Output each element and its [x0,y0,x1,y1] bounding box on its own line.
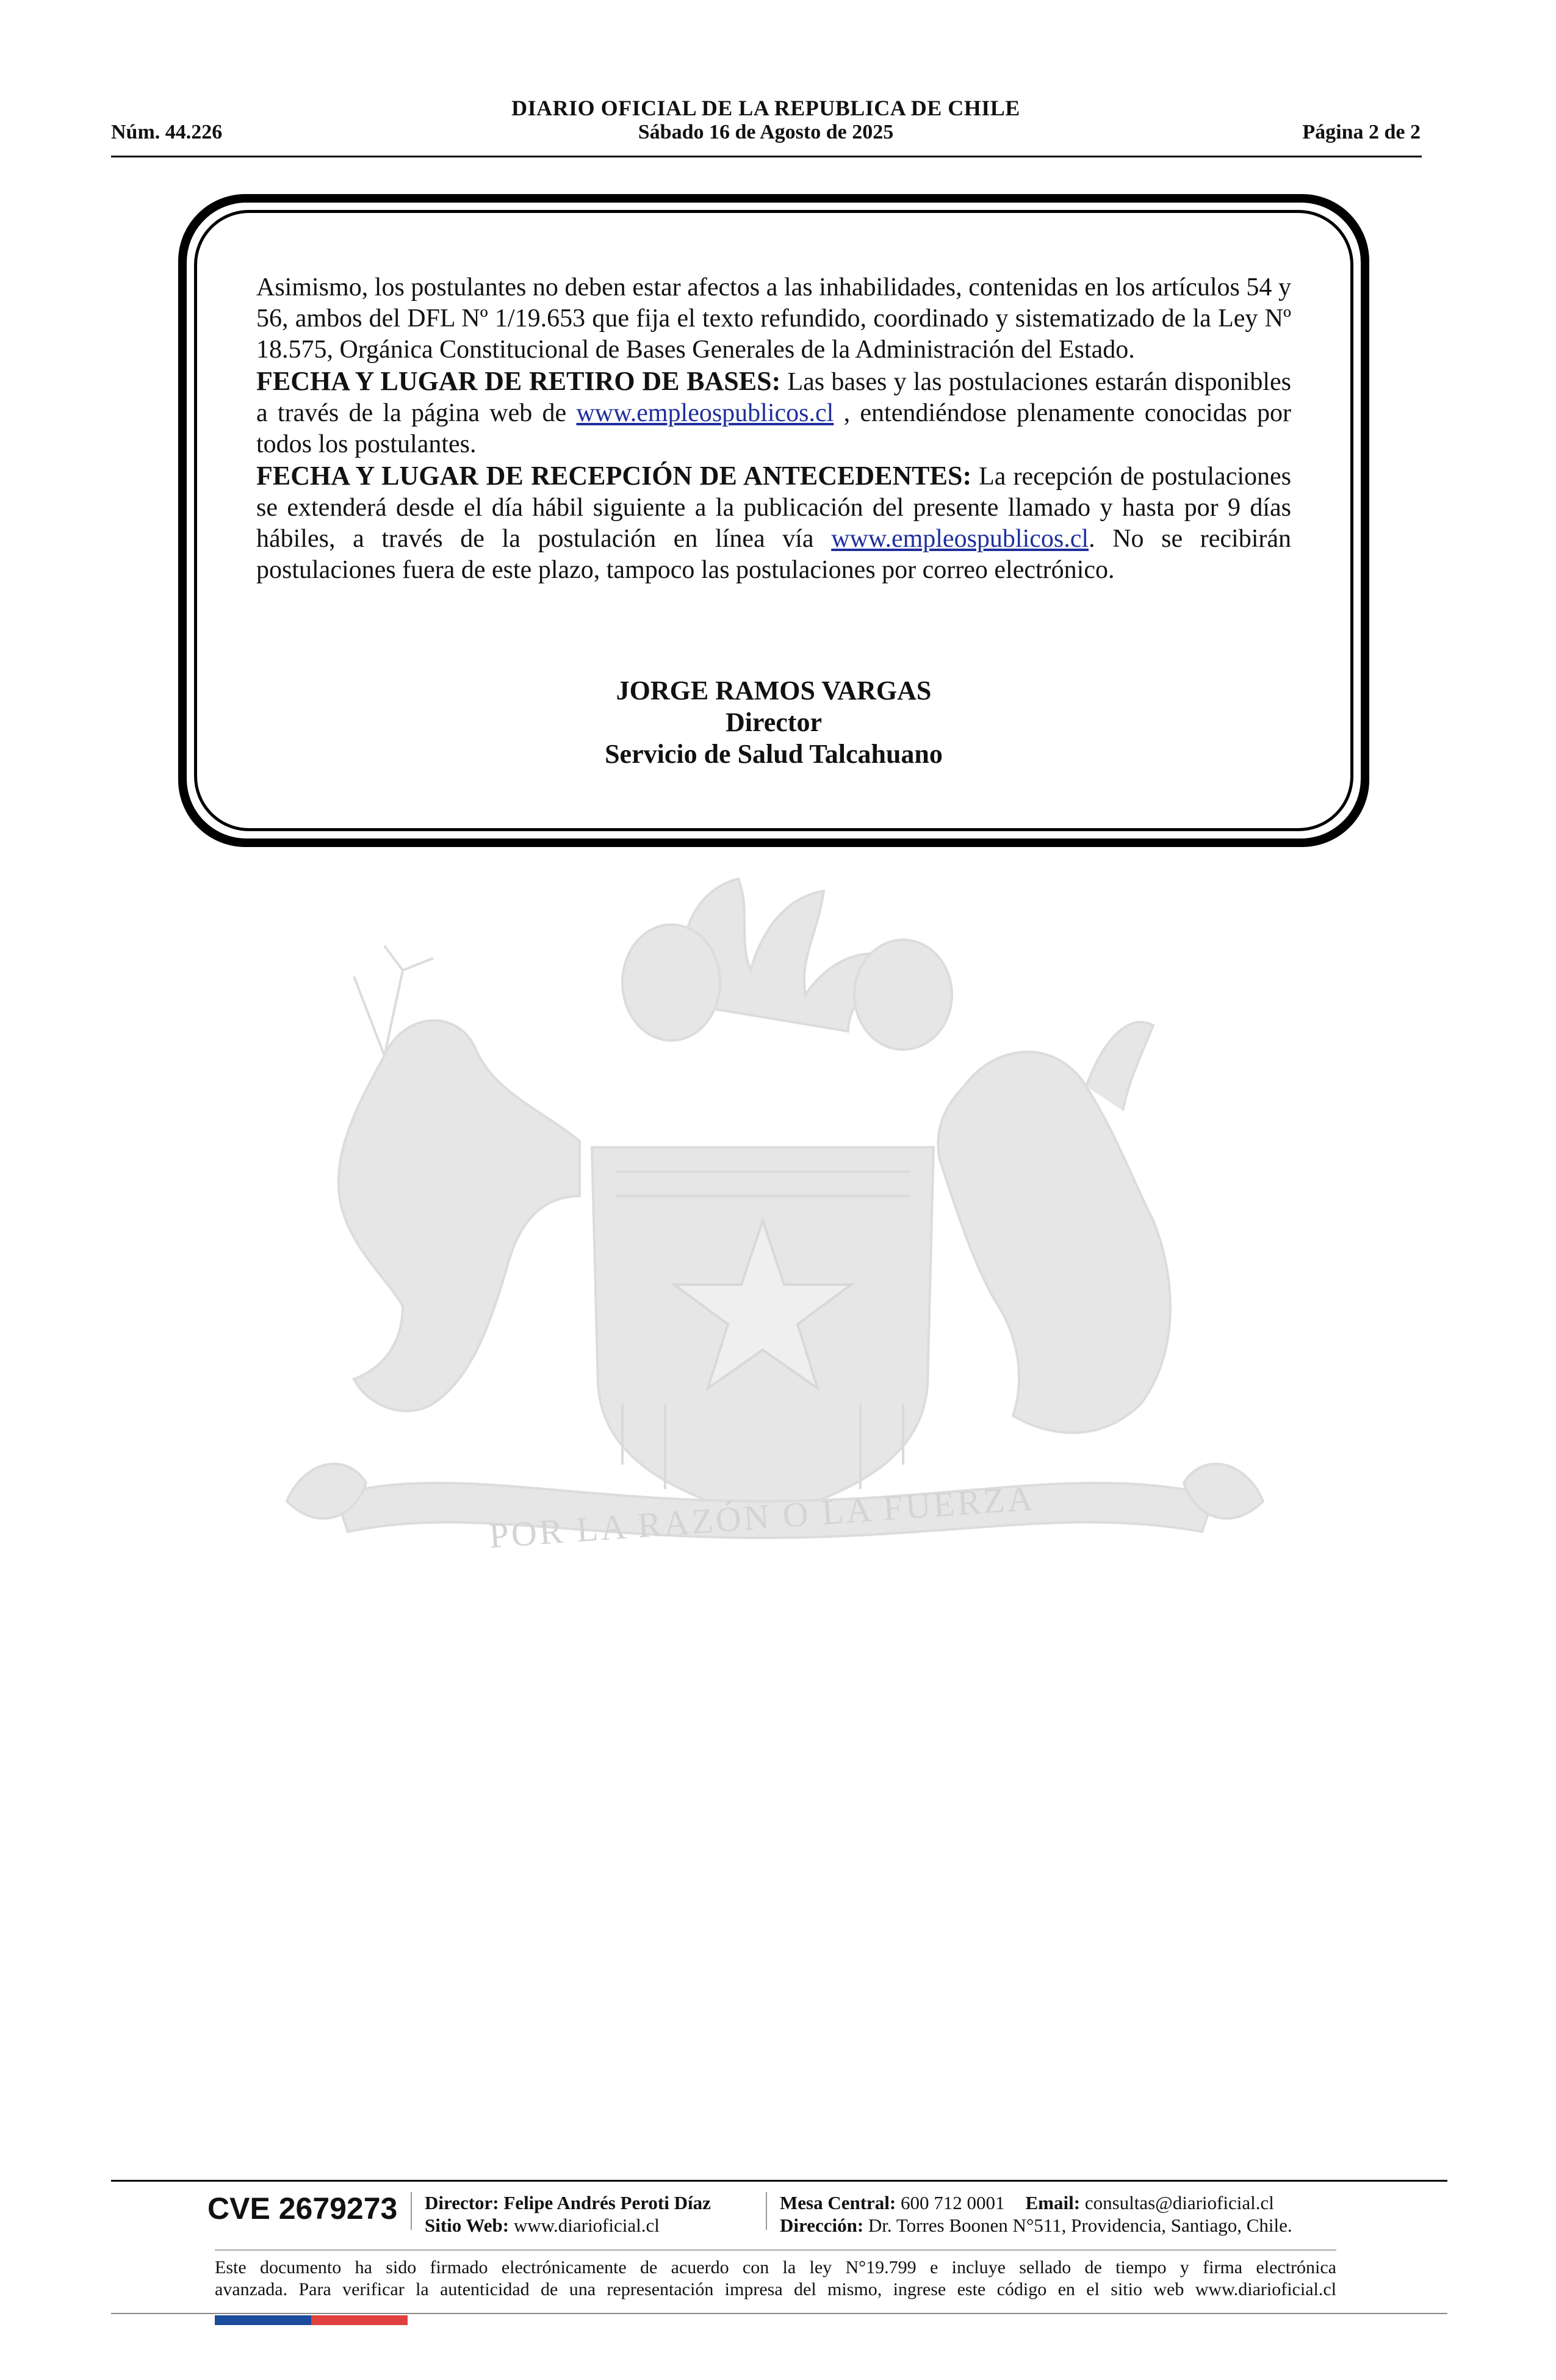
phone-number: 600 712 0001 [901,2192,1005,2213]
retiro-bases-text: Las bases y las postulaciones estarán disponibles a través de la página web de [256,368,1292,427]
director-name: Felipe Andrés Peroti Díaz [503,2192,711,2213]
paragraph-retiro-bases [256,366,1291,460]
footer-divider-mid [215,2249,1336,2251]
empleospublicos-link-1[interactable]: www.empleospublicos.cl [576,399,834,427]
signature-note-line: avanzada. Para verificar la autenticidad de una representación impresa del mismo, ingrese este código en el sitio web www.diarioficial.cl [215,2279,1336,2299]
paragraph-recepcion [256,460,1291,586]
signature-note-line: Este documento ha sido firmado electrónicamente de acuerdo con la ley N°19.799 e incluye sellado de tiempo y firma electrónica [215,2257,1336,2277]
heading-retiro-bases: FECHA Y LUGAR DE RETIRO DE BASES: [256,366,781,396]
paragraph-inhabilidades: Asimismo, los postulantes no deben estar afectos a las inhabilidades, contenidas en los artículos 54 y 56, ambos del DFL Nº 1/19.653 que fija el texto refundido, coordinado y sistematizado de la Ley Nº 18.575, Orgánica Constitucional de Bases Generales de la Administración del Estado. [256,273,1291,364]
footer-separator [411,2192,412,2230]
header-divider [111,156,1422,157]
watermark-motto: POR LA RAZÓN O LA FUERZA [488,1477,1037,1556]
retiro-bases-text-end: , entendiéndose plenamente conocidas por todos los postulantes. [256,399,1292,458]
recepcion-text: La recepción de postulaciones se extenderá desde el día hábil siguiente a la publicación del presente llamado y hasta por 9 días hábiles, a través de la postulación en línea vía [256,463,1291,553]
empleospublicos-link-2[interactable]: www.empleospublicos.cl [831,525,1089,553]
issue-number: Núm. 44.226 [111,121,223,143]
address-label: Dirección: [780,2215,864,2236]
page-indicator: Página 2 de 2 [1302,121,1421,143]
email-label: Email: [1025,2192,1081,2213]
footer-contact-block [780,2191,1292,2237]
phone-label: Mesa Central: [780,2192,896,2213]
cve-code: CVE 2679273 [207,2191,398,2226]
notice-body [256,272,1291,586]
footer-director-block [425,2191,711,2237]
signatory-name: JORGE RAMOS VARGAS [616,676,932,705]
director-label: Director: [425,2192,499,2213]
issue-date: Sábado 16 de Agosto de 2025 [638,121,894,143]
flag-stripe-red [311,2315,408,2325]
website-label: Sitio Web: [425,2215,510,2236]
website-link[interactable]: www.diarioficial.cl [513,2215,660,2236]
coat-of-arms-icon [201,854,1349,1672]
footer-separator [766,2192,767,2230]
footer-divider-bottom [111,2313,1447,2314]
newspaper-title: DIARIO OFICIAL DE LA REPUBLICA DE CHILE [511,96,1020,120]
address-value: Dr. Torres Boonen N°511, Providencia, Santiago, Chile. [868,2215,1292,2236]
signature-block [256,675,1291,770]
email-address[interactable]: consultas@diarioficial.cl [1084,2192,1274,2213]
heading-recepcion: FECHA Y LUGAR DE RECEPCIÓN DE ANTECEDENTES: [256,461,972,491]
footer-divider-top [111,2180,1447,2182]
signatory-title: Director [726,707,822,737]
header-row [111,121,1421,149]
electronic-signature-note [215,2257,1336,2301]
flag-stripe-blue [215,2315,311,2325]
recepcion-text-end: . No se recibirán postulaciones fuera de este plazo, tampoco las postulaciones por correo electrónico. [256,525,1291,584]
signatory-organization: Servicio de Salud Talcahuano [605,739,943,769]
